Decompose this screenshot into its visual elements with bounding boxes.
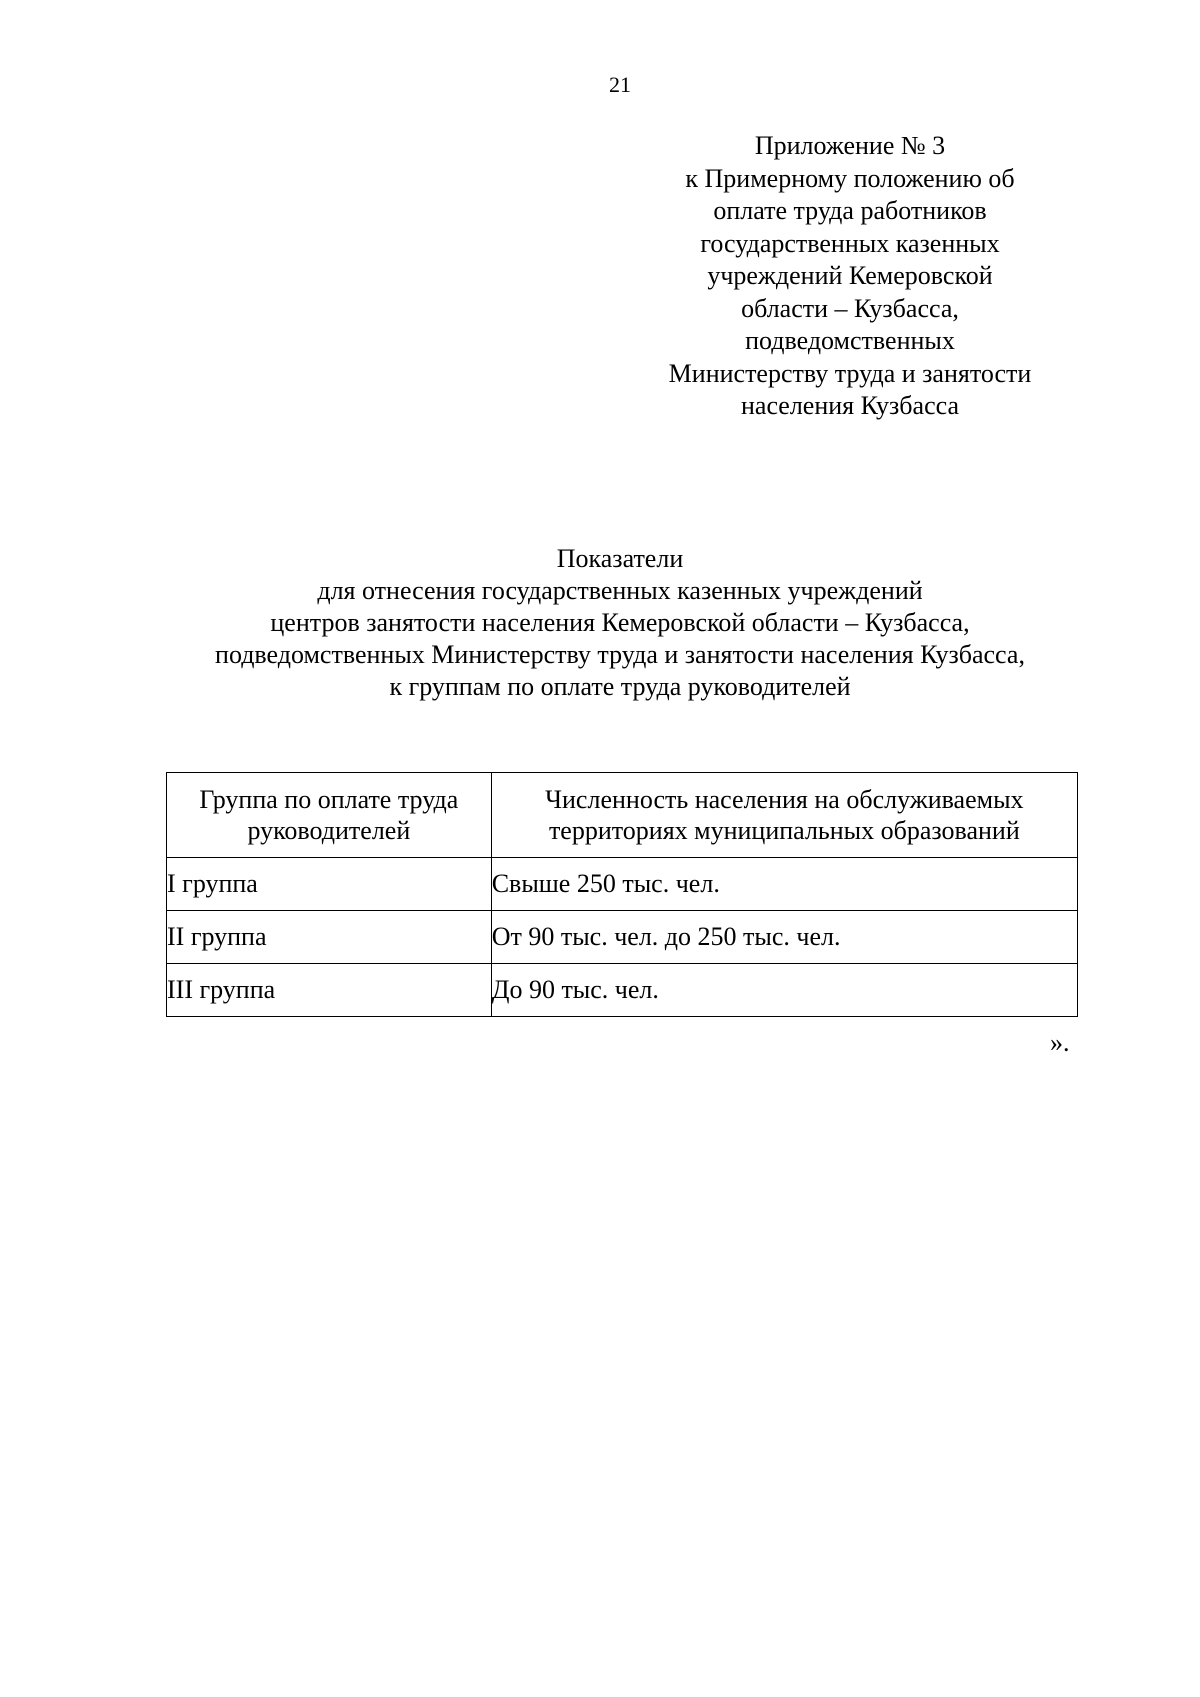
title-line: для отнесения государственных казенных учреждений [317,576,923,605]
header-population-line: территориях муниципальных образований [548,816,1020,845]
appendix-line: учреждений Кемеровской [707,261,993,290]
group-cell: III группа [167,964,492,1017]
group-cell: I группа [167,858,492,911]
appendix-line: к Примерному положению об [685,163,1015,193]
appendix-line: государственных казенных [700,228,1000,258]
header-group [167,773,492,858]
header-group-line: руководителей [247,816,411,845]
header-population-line: Численность населения на обслуживаемых [545,785,1024,814]
population-cell: Свыше 250 тыс. чел. [491,858,1077,911]
title-line: к группам по оплате труда руководителей [389,672,851,701]
appendix-line: населения Кузбасса [740,391,960,420]
document-title [0,543,1200,703]
table-row [167,911,1078,964]
table-header-row [167,773,1078,858]
group-cell: II группа [167,911,492,964]
appendix-line: оплате труда работников [713,196,987,225]
title-line: Показатели [556,544,684,573]
groups-table [166,772,1078,1017]
appendix-line: Приложение № 3 [754,131,946,160]
page-number: 21 [609,72,631,97]
appendix-line: области – Кузбасса, [741,293,959,323]
table-row [167,964,1078,1017]
appendix-heading [640,130,1060,423]
header-population [491,773,1077,858]
population-cell: До 90 тыс. чел. [491,964,1077,1017]
header-group-line: Группа по оплате труда [199,785,459,814]
appendix-line: Министерству труда и занятости [668,358,1032,388]
appendix-line: подведомственных [745,326,955,355]
title-line: подведомственных Министерству труда и занятости населения Кузбасса, [215,640,1025,669]
title-line: центров занятости населения Кемеровской области – Кузбасса, [270,608,970,637]
population-cell: От 90 тыс. чел. до 250 тыс. чел. [491,911,1077,964]
closing-quote-mark: ». [1050,1028,1070,1057]
table-row [167,858,1078,911]
